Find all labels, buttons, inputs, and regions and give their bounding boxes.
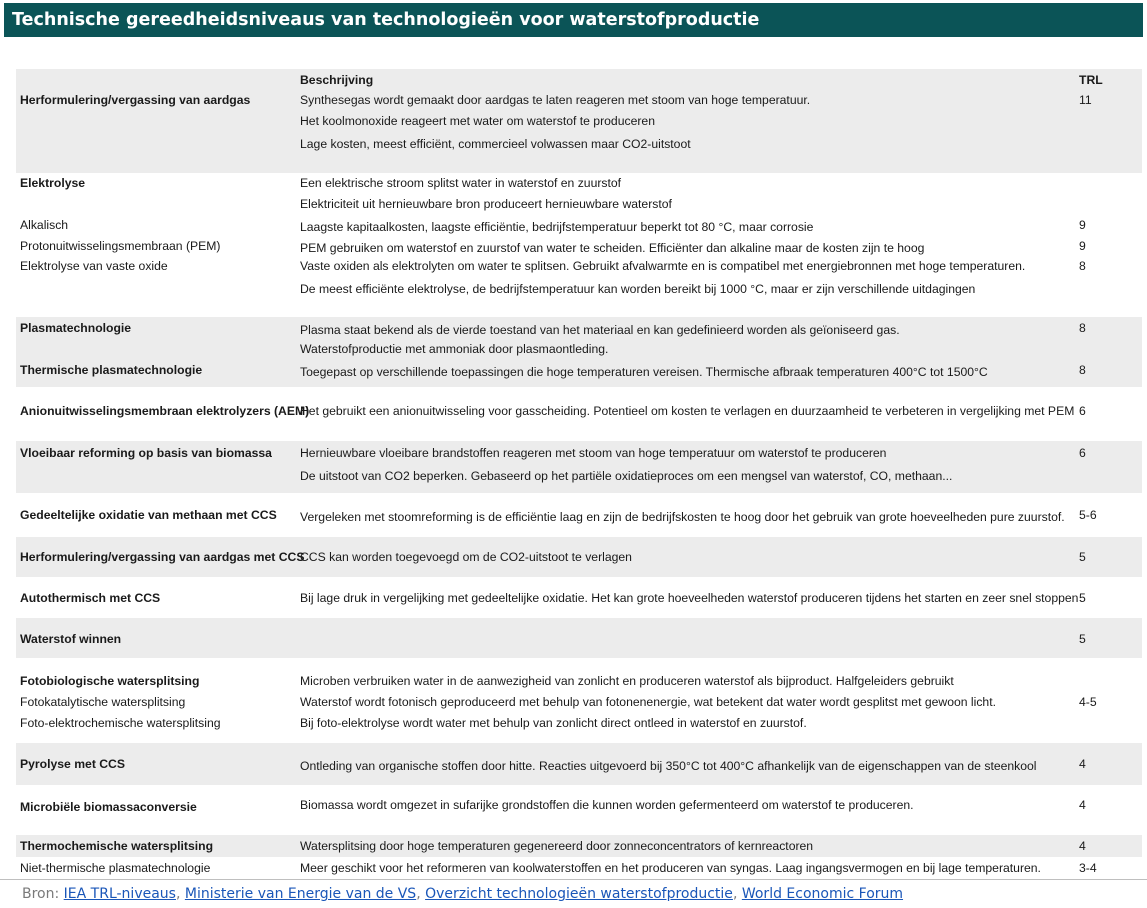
row-trl: 6 [1079,404,1086,418]
row-name: Thermochemische watersplitsing [20,839,214,853]
row-name: Fotobiologische watersplitsing [20,674,200,688]
page-title: Technische gereedheidsniveaus van technologieën voor waterstofproductie [4,3,1143,37]
row-trl: 4 [1079,798,1086,812]
row-name: Gedeeltelijke oxidatie van methaan met CCS [20,508,277,522]
row-description: Een elektrische stroom splitst water in waterstof en zuurstof [300,176,622,190]
row-name: Thermische plasmatechnologie [20,363,203,377]
row-trl: 5 [1079,591,1086,605]
row-name: Herformulering/vergassing van aardgas met CCS [20,550,305,564]
row-trl: 9 [1079,218,1086,232]
source-link-wef[interactable]: World Economic Forum [741,886,904,902]
row-description: Elektriciteit uit hernieuwbare bron produceert hernieuwbare waterstof [300,197,672,211]
row-name: Vloeibaar reforming op basis van biomassa [20,446,272,460]
row-description: Toegepast op verschillende toepassingen die hoge temperaturen vereisen. Thermische afbraak temperaturen 400°C tot 1500°C [300,365,988,379]
row-description: PEM gebruiken om waterstof en zuurstof van water te scheiden. Efficiënter dan alkaline maar de kosten zijn te hoog [300,241,925,255]
source-link-doe[interactable]: Ministerie van Energie van de VS [184,886,417,902]
row-trl: 8 [1079,259,1086,273]
row-name: Alkalisch [20,218,69,232]
header-trl: TRL [1079,73,1103,87]
row-trl: 9 [1079,239,1086,253]
group-hydrogen-recovery [16,618,1142,658]
row-name: Waterstof winnen [20,632,122,646]
row-name: Autothermisch met CCS [20,591,161,605]
row-name: Plasmatechnologie [20,321,132,335]
row-trl: 5 [1079,632,1086,646]
row-trl: 5 [1079,550,1086,564]
row-description: Vaste oxiden als elektrolyten om water te splitsen. Gebruikt afvalwarmte en is compatibel met energiebronnen met hoge temperaturen. [300,259,1026,273]
row-trl: 5-6 [1079,508,1097,522]
row-name: Fotokatalytische watersplitsing [20,695,186,709]
row-description: Watersplitsing door hoge temperaturen gegenereerd door zonneconcentrators of kernreactoren [300,839,814,853]
row-description: Microben verbruiken water in de aanwezigheid van zonlicht en produceren waterstof als bijproduct. Halfgeleiders gebruikt [300,674,954,688]
row-name: Elektrolyse van vaste oxide [20,259,168,273]
row-description: Hernieuwbare vloeibare brandstoffen reageren met stoom van hoge temperatuur om waterstof te produceren [300,446,887,460]
row-trl: 8 [1079,321,1086,335]
source-line: Bron: IEA TRL-niveaus, Ministerie van Energie van de VS, Overzicht technologieën waterstofproductie, World Economic Forum [0,879,1147,908]
row-description: Laagste kapitaalkosten, laagste efficiëntie, bedrijfstemperatuur beperkt tot 80 °C, maar corrosie [300,220,814,234]
row-name: Protonuitwisselingsmembraan (PEM) [20,239,221,253]
row-name: Niet-thermische plasmatechnologie [20,861,211,875]
row-trl: 4-5 [1079,695,1097,709]
header-description: Beschrijving [300,73,374,87]
row-description: De uitstoot van CO2 beperken. Gebaseerd op het partiële oxidatieproces om een mengsel van waterstof, CO, methaan... [300,469,953,483]
row-description: Lage kosten, meest efficiënt, commercieel volwassen maar CO2-uitstoot [300,137,691,151]
row-trl: 3-4 [1079,861,1097,875]
row-description: Waterstofproductie met ammoniak door plasmaontleding. [300,342,609,356]
row-description: Plasma staat bekend als de vierde toestand van het materiaal en kan gedefinieerd worden als geïoniseerd gas. [300,323,900,337]
row-trl: 8 [1079,363,1086,377]
source-label: Bron: [22,886,60,902]
row-trl: 4 [1079,839,1086,853]
row-description: Bij foto-elektrolyse wordt water met behulp van zonlicht direct ontleed in waterstof en zuurstof. [300,716,807,730]
row-description: Het gebruikt een anionuitwisseling voor gasscheiding. Potentieel om kosten te verlagen en duurzaamheid te verbeteren in vergelijking met PEM [300,404,1075,418]
row-description: De meest efficiënte elektrolyse, de bedrijfstemperatuur kan worden bereikt bij 1000 °C, maar er zijn verschillende uitdagingen [300,282,976,296]
row-name: Elektrolyse [20,176,86,190]
row-description: Ontleding van organische stoffen door hitte. Reacties uitgevoerd bij 350°C tot 400°C afhankelijk van de eigenschappen van de steenkool [300,759,1037,773]
row-description: Synthesegas wordt gemaakt door aardgas te laten reageren met stoom van hoge temperatuur. [300,93,811,107]
source-link-overview[interactable]: Overzicht technologieën waterstofproductie [425,886,733,902]
row-name: Foto-elektrochemische watersplitsing [20,716,221,730]
row-description: Vergeleken met stoomreforming is de efficiëntie laag en zijn de bedrijfskosten te hoog door het gebruik van grote hoeveelheden pure zuurstof. [300,510,1065,524]
row-trl: 11 [1079,93,1092,107]
row-description: Meer geschikt voor het reformeren van koolwaterstoffen en het produceren van syngas. Laag ingangsvermogen en bij lage temperaturen. [300,861,1041,875]
row-name: Anionuitwisselingsmembraan elektrolyzers (AEM) [20,404,310,418]
row-name: Microbiële biomassaconversie [20,800,197,814]
row-description: Biomassa wordt omgezet in sufarijke grondstoffen die kunnen worden gefermenteerd om waterstof te produceren. [300,798,914,812]
source-link-iea[interactable]: IEA TRL-niveaus [63,886,176,902]
row-trl: 4 [1079,757,1086,771]
row-description: CCS kan worden toegevoegd om de CO2-uitstoot te verlagen [300,550,632,564]
row-trl: 6 [1079,446,1086,460]
row-name: Herformulering/vergassing van aardgas [20,93,251,107]
row-description: Het koolmonoxide reageert met water om waterstof te produceren [300,114,655,128]
row-name: Pyrolyse met CCS [20,757,125,771]
row-description: Waterstof wordt fotonisch geproduceerd met behulp van fotonenenergie, wat betekent dat water wordt gesplitst met gewoon licht. [300,695,996,709]
row-description: Bij lage druk in vergelijking met gedeeltelijke oxidatie. Het kan grote hoeveelheden waterstof produceren tijdens het starten en zeer snel stoppen [300,591,1079,605]
